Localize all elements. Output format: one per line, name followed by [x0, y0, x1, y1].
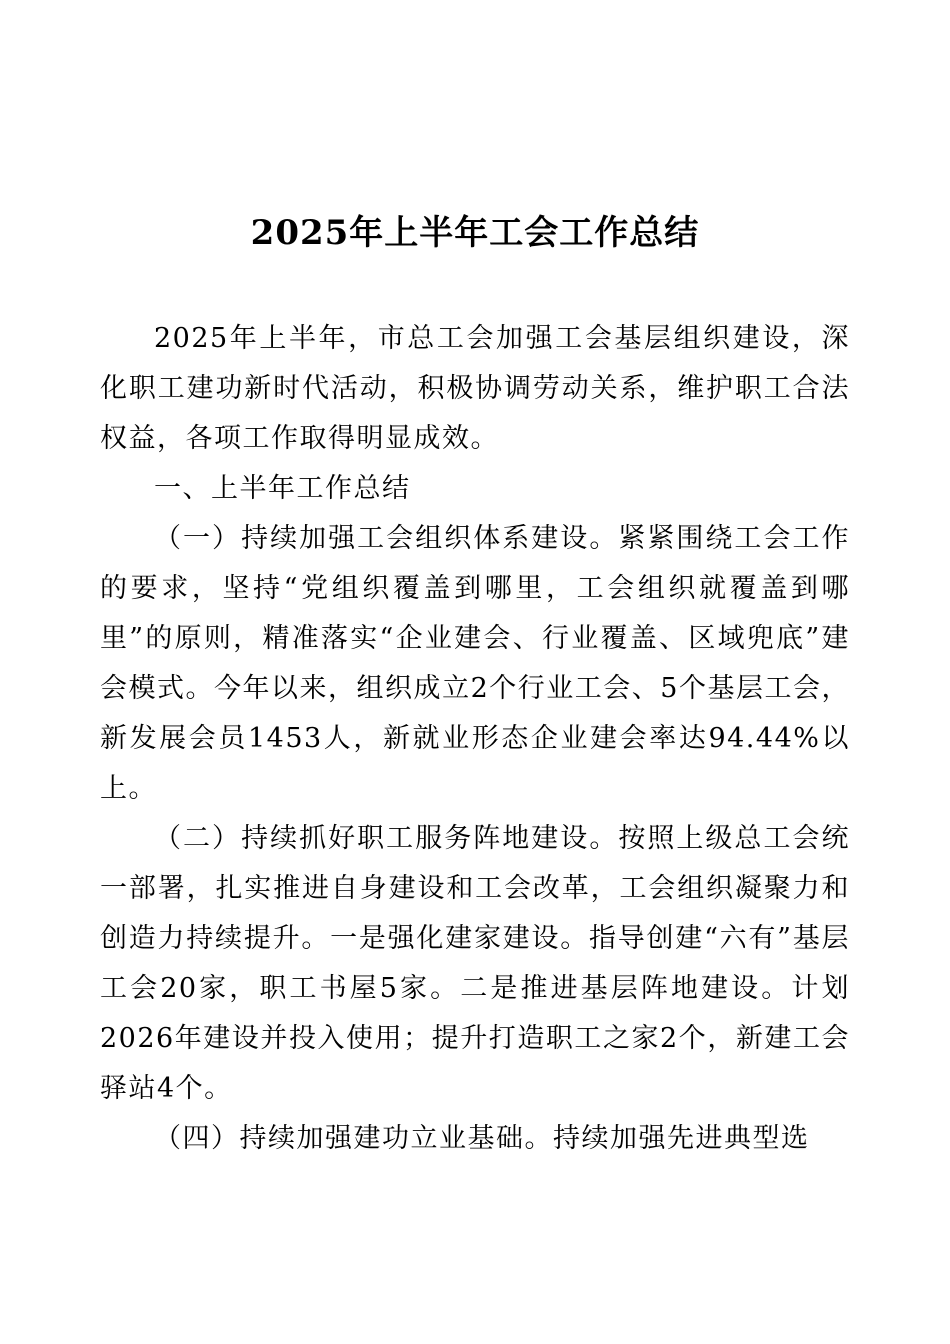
section-heading: 一、上半年工作总结	[154, 473, 411, 504]
document-body	[100, 314, 850, 1164]
paragraph-achievement: （四）持续加强建功立业基础。持续加强先进典型选	[154, 1123, 810, 1154]
paragraph-service: （二）持续抓好职工服务阵地建设。按照上级总工会统一部署，扎实推进自身建设和工会改革，工会组织凝聚力和创造力持续提升。一是强化建家建设。指导创建“六有”基层工会20家，职工书屋5家。二是推进基层阵地建设。计划2026年建设并投入使用；提升打造职工之家2个，新建工会驿站4个。	[100, 823, 850, 1104]
document-title: 2025年上半年工会工作总结	[250, 213, 700, 253]
intro-paragraph: 2025年上半年，市总工会加强工会基层组织建设，深化职工建功新时代活动，积极协调劳动关系，维护职工合法权益，各项工作取得明显成效。	[100, 323, 850, 454]
paragraph-organization: （一）持续加强工会组织体系建设。紧紧围绕工会工作的要求，坚持“党组织覆盖到哪里，工会组织就覆盖到哪里”的原则，精准落实“企业建会、行业覆盖、区域兜底”建会模式。今年以来，组织成立2个行业工会、5个基层工会，新发展会员1453人，新就业形态企业建会率达94.44%以上。	[100, 523, 850, 804]
